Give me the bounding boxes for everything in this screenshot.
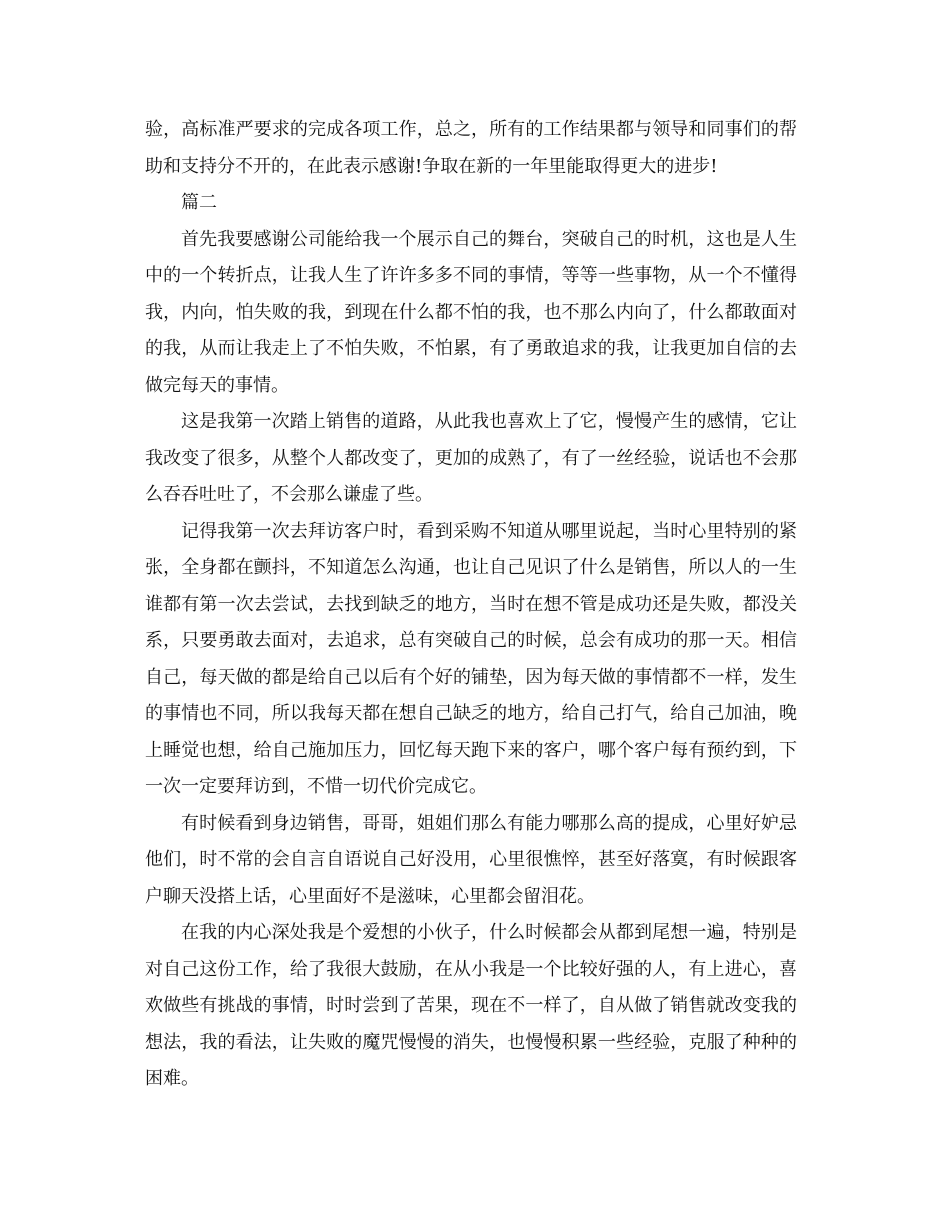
- document-body: [145, 112, 797, 1098]
- section-heading: 篇二: [181, 192, 217, 213]
- paragraph: 首先我要感谢公司能给我一个展示自己的舞台，突破自己的时机，这也是人生中的一个转折点，让我人生了许许多多不同的事情，等等一些事物，从一个不懂得我，内向，怕失败的我，到现在什么都不怕的我，也不那么内向了，什么都敢面对的我，从而让我走上了不怕失败，不怕累，有了勇敢追求的我，让我更加自信的去做完每天的事情。: [145, 228, 797, 396]
- paragraph: 在我的内心深处我是个爱想的小伙子，什么时候都会从都到尾想一遍，特别是对自己这份工作，给了我很大鼓励，在从小我是一个比较好强的人，有上进心，喜欢做些有挑战的事情，时时尝到了苦果，现在不一样了，自从做了销售就改变我的想法，我的看法，让失败的魔咒慢慢的消失，也慢慢积累一些经验，克服了种种的困难。: [145, 922, 797, 1089]
- paragraph: 有时候看到身边销售，哥哥，姐姐们那么有能力哪那么高的提成，心里好妒忌他们，时不常的会自言自语说自己好没用，心里很憔悴，甚至好落寞，有时候跟客户聊天没搭上话，心里面好不是滋味，心里都会留泪花。: [145, 812, 797, 907]
- paragraph: 记得我第一次去拜访客户时，看到采购不知道从哪里说起，当时心里特别的紧张，全身都在颤抖，不知道怎么沟通，也让自己见识了什么是销售，所以人的一生谁都有第一次去尝试，去找到缺乏的地方，当时在想不管是成功还是失败，都没关系，只要勇敢去面对，去追求，总有突破自己的时候，总会有成功的那一天。相信自己，每天做的都是给自己以后有个好的铺垫，因为每天做的事情都不一样，发生的事情也不同，所以我每天都在想自己缺乏的地方，给自己打气，给自己加油，晚上睡觉也想，给自己施加压力，回忆每天跑下来的客户，哪个客户每有预约到，下一次一定要拜访到，不惜一切代价完成它。: [145, 520, 797, 797]
- paragraph: 这是我第一次踏上销售的道路，从此我也喜欢上了它，慢慢产生的感情，它让我改变了很多，从整个人都改变了，更加的成熟了，有了一丝经验，说话也不会那么吞吞吐吐了，不会那么谦虚了些。: [145, 411, 797, 505]
- paragraph-continuation: 验，高标准严要求的完成各项工作，总之，所有的工作结果都与领导和同事们的帮助和支持分不开的，在此表示感谢!争取在新的一年里能取得更大的进步!: [145, 119, 797, 177]
